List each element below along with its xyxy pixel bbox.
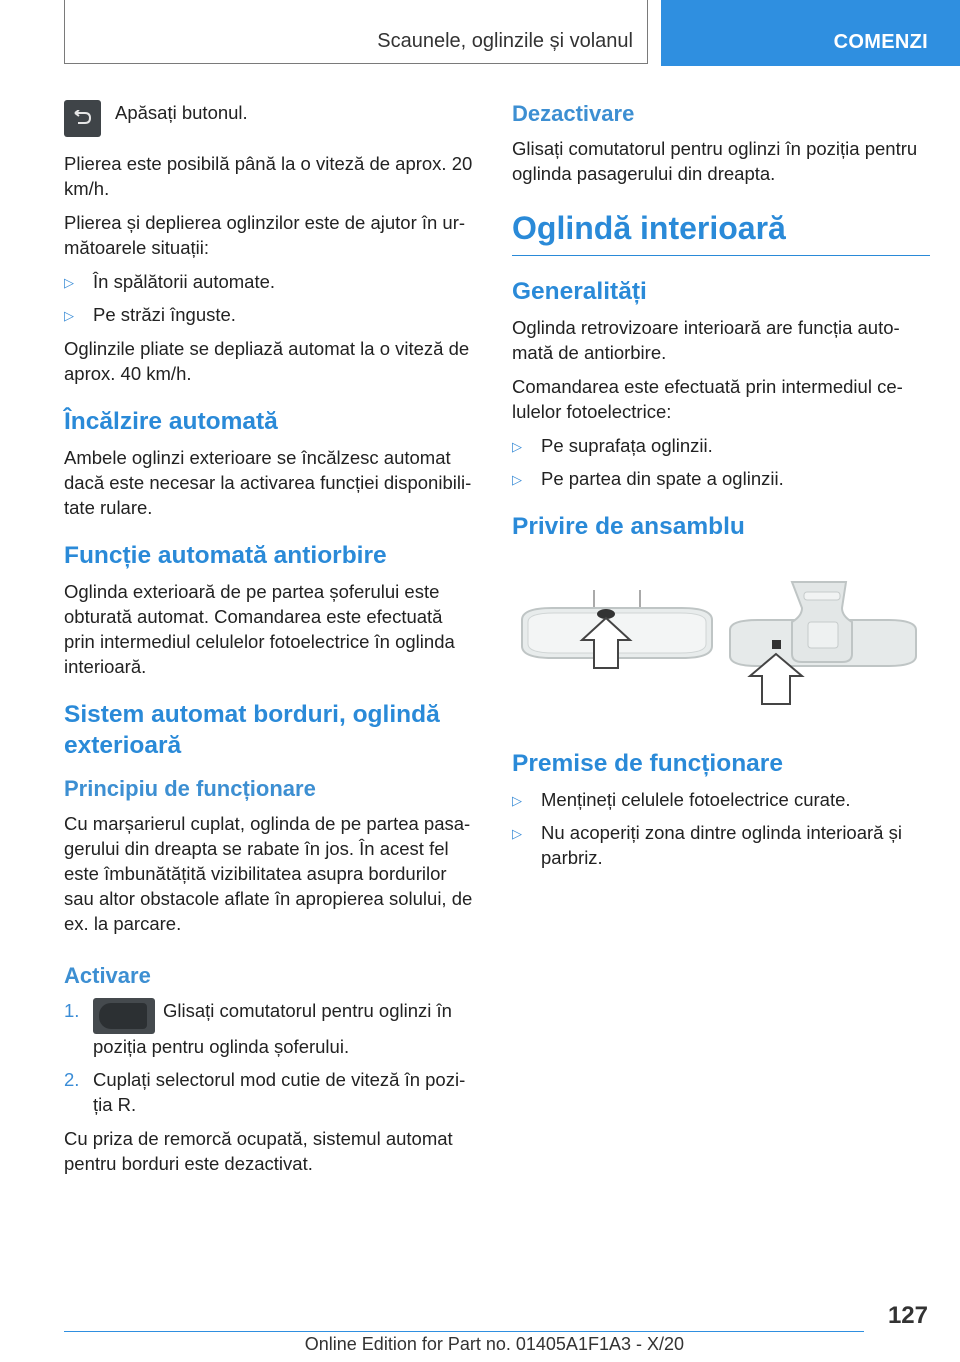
heading-general: Generalități <box>512 278 647 305</box>
deactivation-paragraph: Glisați comutatorul pentru oglinzi în poziția pentru oglinda pasagerului din dreapta. <box>512 138 918 184</box>
antiglare-paragraph: Oglinda exterioară de pe partea șoferului este obturată automat. Comandarea este efectuată prin intermediul celulelor fotoelectrice în oglinda interioară. <box>64 581 455 677</box>
fold-usage-paragraph: Plierea și deplierea oglinzilor este de ajutor în ur‐mătoarele situații: <box>64 212 466 258</box>
list-item: ▷ Nu acoperiți zona dintre oglinda interioară și parbriz. <box>512 822 902 868</box>
heading-heating: Încălzire automată <box>64 408 278 435</box>
step-text: Cuplați selectorul mod cutie de viteză în pozi‐ția R. <box>93 1069 466 1115</box>
triangle-bullet-icon: ▷ <box>512 793 522 808</box>
interior-mirror-illustration <box>512 578 922 708</box>
triangle-bullet-icon: ▷ <box>512 826 522 841</box>
heading-interior-mirror: Oglindă interioară <box>512 208 930 256</box>
section-title: Scaunele, oglinzile și volanul <box>377 30 633 52</box>
photocell-list <box>512 433 930 491</box>
heading-activation: Activare <box>64 963 151 988</box>
general-paragraph-2: Comandarea este efectuată prin intermediul ce‐lulelor fotoelectrice: <box>512 376 903 422</box>
list-item: ▷ Pe partea din spate a oglinzii. <box>512 466 930 491</box>
heating-paragraph: Ambele oglinzi exterioare se încălzesc automat dacă este necesar la activarea funcției disponibili‐tate rulare. <box>64 447 472 518</box>
footer-divider <box>64 1331 864 1332</box>
prerequisites-list <box>512 787 930 870</box>
step-item <box>64 998 476 1059</box>
press-button-text: Apăsați butonul. <box>115 102 248 123</box>
trailer-paragraph: Cu priza de remorcă ocupată, sistemul automat pentru borduri este dezactivat. <box>64 1128 453 1174</box>
edition-footer: Online Edition for Part no. 01405A1F1A3 - X/20 <box>304 1334 684 1354</box>
unfold-paragraph: Oglinzile pliate se depliază automat la o viteză de aprox. 40 km/h. <box>64 338 470 384</box>
principle-paragraph: Cu marșarierul cuplat, oglinda de pe partea pasa‐gerului din dreapta se rabate în jos. În acest fel este îmbunătățită vizibilitatea asupra bordurilor sau altor obstacole aflate în apropierea solului, de ex. la parcare. <box>64 813 473 934</box>
step-number: 1. <box>64 1000 80 1021</box>
heading-antiglare: Funcție automată antiorbire <box>64 542 387 569</box>
step-item <box>64 1067 476 1117</box>
heading-deactivation: Dezactivare <box>512 101 635 126</box>
list-item: ▷ Pe străzi înguste. <box>64 302 476 327</box>
mirror-fold-button-icon <box>64 100 101 137</box>
list-item: ▷ Mențineți celulele fotoelectrice curate. <box>512 787 930 812</box>
fold-situations-list <box>64 269 476 327</box>
activation-steps <box>64 998 476 1117</box>
general-paragraph-1: Oglinda retrovizoare interioară are funcția auto‐mată de antiorbire. <box>512 317 900 363</box>
triangle-bullet-icon: ▷ <box>64 275 74 290</box>
triangle-bullet-icon: ▷ <box>64 308 74 323</box>
list-item: ▷ Pe suprafața oglinzii. <box>512 433 930 458</box>
page-number: 127 <box>887 1302 928 1329</box>
section-box <box>64 0 648 64</box>
heading-principle: Principiu de funcționare <box>64 776 316 801</box>
triangle-bullet-icon: ▷ <box>512 472 522 487</box>
step-text: Glisați comutatorul pentru oglinzi în poziția pentru oglinda șoferului. <box>93 1000 452 1057</box>
triangle-bullet-icon: ▷ <box>512 439 522 454</box>
left-column <box>64 100 476 1185</box>
page-header <box>0 0 960 66</box>
chapter-title: COMENZI <box>833 31 928 53</box>
heading-curb-system: Sistem automat borduri, oglindă exterioară <box>64 701 440 759</box>
mirror-switch-icon <box>93 998 155 1034</box>
list-item: ▷ În spălătorii automate. <box>64 269 476 294</box>
heading-overview: Privire de ansamblu <box>512 513 745 540</box>
fold-speed-paragraph: Plierea este posibilă până la o viteză de aprox. 20 km/h. <box>64 153 473 199</box>
heading-prerequisites: Premise de funcționare <box>512 750 783 777</box>
right-column <box>512 100 930 879</box>
press-button-line <box>64 100 476 137</box>
step-number: 2. <box>64 1069 80 1090</box>
chapter-tab <box>661 0 960 66</box>
